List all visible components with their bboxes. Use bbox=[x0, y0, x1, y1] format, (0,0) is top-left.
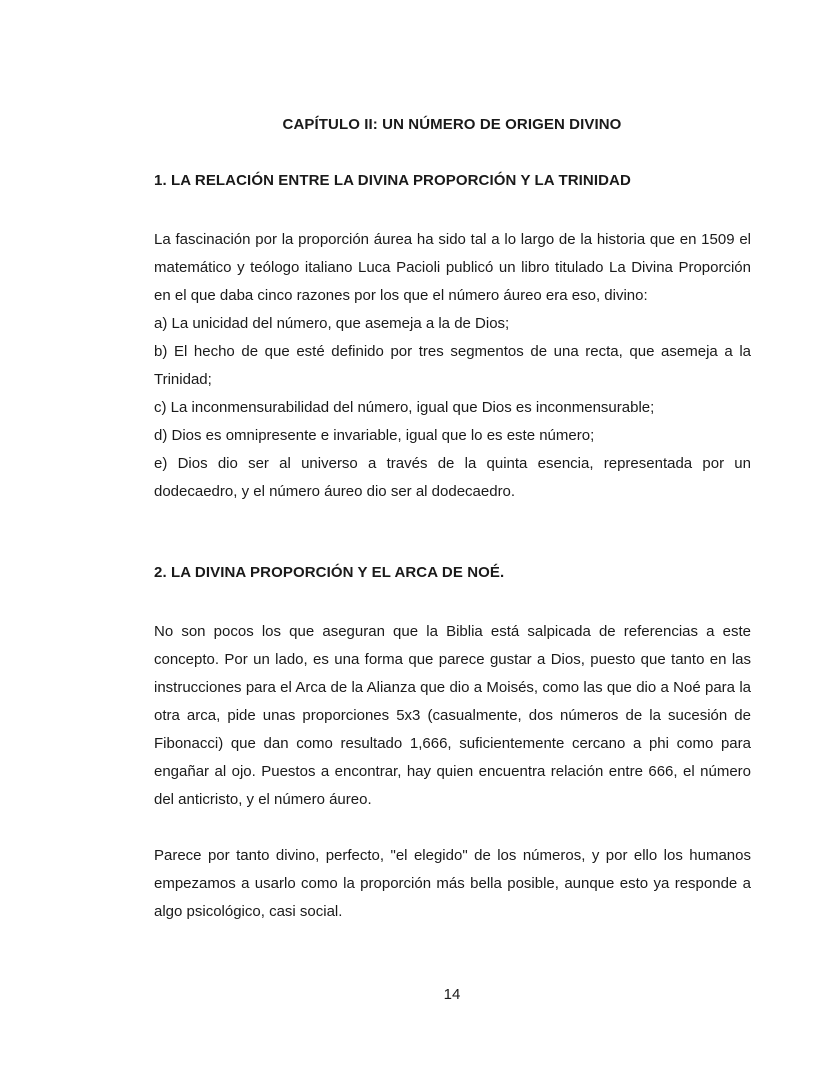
list-item-e: e) Dios dio ser al universo a través de la quinta esencia, representada por un dodecaedro, y el número áureo dio ser al dodecaedro. bbox=[154, 455, 751, 500]
section-1-heading: 1. LA RELACIÓN ENTRE LA DIVINA PROPORCIÓN Y LA TRINIDAD bbox=[154, 172, 631, 189]
list-item-d: d) Dios es omnipresente e invariable, igual que lo es este número; bbox=[154, 427, 595, 444]
section-2-heading: 2. LA DIVINA PROPORCIÓN Y EL ARCA DE NOÉ. bbox=[154, 564, 505, 581]
chapter-title: CAPÍTULO II: UN NÚMERO DE ORIGEN DIVINO bbox=[282, 116, 622, 133]
list-item-b: b) El hecho de que esté definido por tres segmentos de una recta, que asemeja a la Trinidad; bbox=[154, 343, 751, 388]
closing-paragraph: Parece por tanto divino, perfecto, "el elegido" de los números, y por ello los humanos empezamos a usarlo como la proporción más bella posible, aunque esto ya responde a algo psicológico, casi social. bbox=[154, 847, 751, 920]
page-number: 14 bbox=[443, 986, 461, 1003]
closing-body bbox=[154, 842, 751, 926]
list-item-c: c) La inconmensurabilidad del número, igual que Dios es inconmensurable; bbox=[154, 399, 655, 416]
section-1-intro-paragraph: La fascinación por la proporción áurea ha sido tal a lo largo de la historia que en 1509 el matemático y teólogo italiano Luca Pacioli publicó un libro titulado La Divina Proporción en el que daba cinco razones por los que el número áureo era eso, divino: bbox=[154, 231, 751, 304]
section-2-body bbox=[154, 618, 751, 814]
list-item-a: a) La unicidad del número, que asemeja a la de Dios; bbox=[154, 315, 510, 332]
section-1-body bbox=[154, 226, 751, 506]
section-2-paragraph: No son pocos los que aseguran que la Biblia está salpicada de referencias a este concepto. Por un lado, es una forma que parece gustar a Dios, puesto que tanto en las instrucciones para el Arca de la Alianza que dio a Moisés, como las que dio a Noé para la otra arca, pide unas proporciones 5x3 (casualmente, dos números de la sucesión de Fibonacci) que dan como resultado 1,666, suficientemente cercano a phi como para engañar al ojo. Puestos a encontrar, hay quien encuentra relación entre 666, el número del anticristo, y el número áureo. bbox=[154, 623, 751, 808]
